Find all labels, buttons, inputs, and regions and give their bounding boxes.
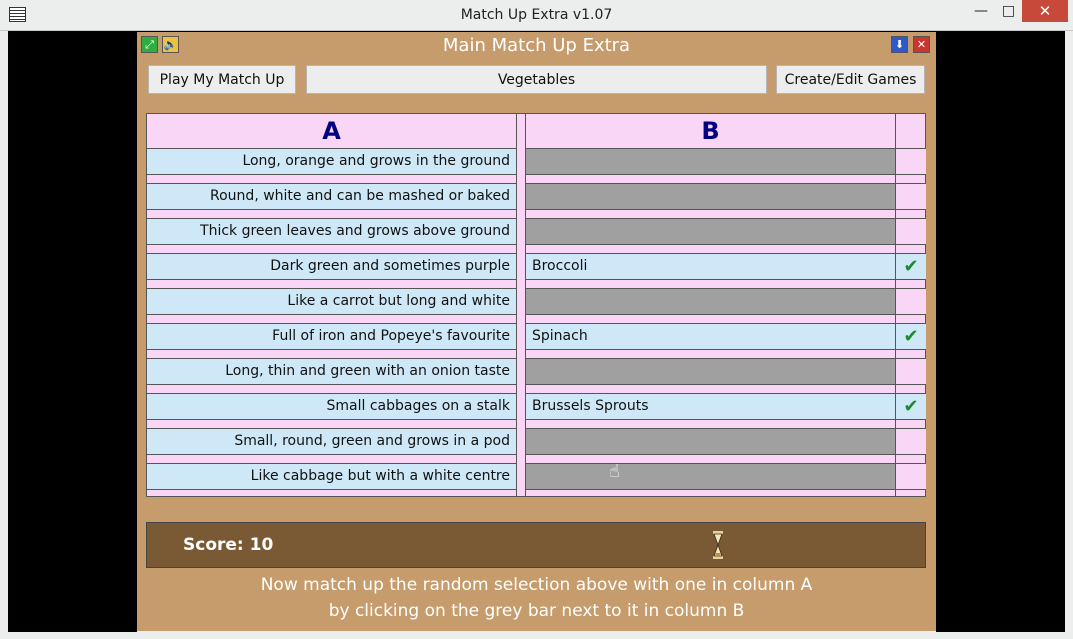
clue-cell: Full of iron and Popeye's favourite [147, 323, 516, 350]
status-cell [896, 358, 926, 385]
checkmark-icon: ✔ [896, 393, 926, 420]
status-cell [896, 428, 926, 455]
window-border-right [1065, 31, 1073, 639]
game-title: Main Match Up Extra [442, 35, 631, 56]
checkmark-icon: ✔ [896, 253, 926, 280]
clue-cell: Dark green and sometimes purple [147, 253, 516, 280]
grey-answer-bar[interactable] [526, 183, 895, 210]
status-cell [896, 288, 926, 315]
window-title: Match Up Extra v1.07 [460, 7, 613, 23]
maximize-button[interactable]: □ [1001, 3, 1016, 19]
clue-cell: Long, thin and green with an onion taste [147, 358, 516, 385]
grey-answer-bar[interactable] [526, 358, 895, 385]
hourglass-icon [713, 531, 723, 559]
grey-answer-bar[interactable] [526, 288, 895, 315]
minimize-button[interactable]: — [974, 3, 988, 19]
letterbox-left [8, 32, 137, 632]
letterbox-right [936, 32, 1065, 632]
answer-cell[interactable]: Broccoli [526, 253, 895, 280]
window-border-left [0, 31, 8, 639]
status-cell [896, 463, 926, 490]
fullscreen-icon[interactable]: ⤢ [141, 36, 158, 53]
speaker-icon[interactable]: 🔈 [163, 38, 178, 51]
clue-cell: Thick green leaves and grows above ground [147, 218, 516, 245]
answer-cell[interactable]: Spinach [526, 323, 895, 350]
clue-cell: Small, round, green and grows in a pod [147, 428, 516, 455]
clue-cell: Round, white and can be mashed or baked [147, 183, 516, 210]
status-cell [896, 148, 926, 175]
clue-cell: Long, orange and grows in the ground [147, 148, 516, 175]
match-grid [146, 113, 926, 497]
create-edit-games-button[interactable]: Create/Edit Games [776, 65, 925, 94]
clue-cell: Small cabbages on a stalk [147, 393, 516, 420]
download-icon[interactable]: ⬇ [891, 36, 908, 53]
clue-cell: Like cabbage but with a white centre [147, 463, 516, 490]
window-border-bottom [0, 631, 1073, 639]
game-panel [137, 32, 936, 631]
status-cell [896, 218, 926, 245]
divider [516, 114, 517, 496]
category-button[interactable]: Vegetables [306, 65, 767, 94]
score-label: Score: 10 [183, 535, 274, 555]
answer-cell[interactable]: Brussels Sprouts [526, 393, 895, 420]
column-b-header: B [701, 117, 720, 145]
score-bar [146, 522, 926, 568]
checkmark-icon: ✔ [896, 323, 926, 350]
instructions [137, 572, 936, 624]
close-icon[interactable]: ✕ [913, 36, 930, 53]
title-bar [0, 0, 1073, 31]
play-my-match-up-button[interactable]: Play My Match Up [148, 65, 296, 94]
close-button[interactable]: ✕ [1022, 0, 1068, 22]
grey-answer-bar[interactable] [526, 148, 895, 175]
column-a-header: A [322, 117, 341, 145]
grey-answer-bar[interactable] [526, 218, 895, 245]
hand-cursor-icon: ☝ [609, 461, 620, 482]
instructions-line-2: by clicking on the grey bar next to it in column B [328, 601, 745, 621]
clue-cell: Like a carrot but long and white [147, 288, 516, 315]
status-cell [896, 183, 926, 210]
grey-answer-bar[interactable] [526, 463, 895, 490]
instructions-line-1: Now match up the random selection above with one in column A [260, 575, 813, 595]
grey-answer-bar[interactable] [526, 428, 895, 455]
